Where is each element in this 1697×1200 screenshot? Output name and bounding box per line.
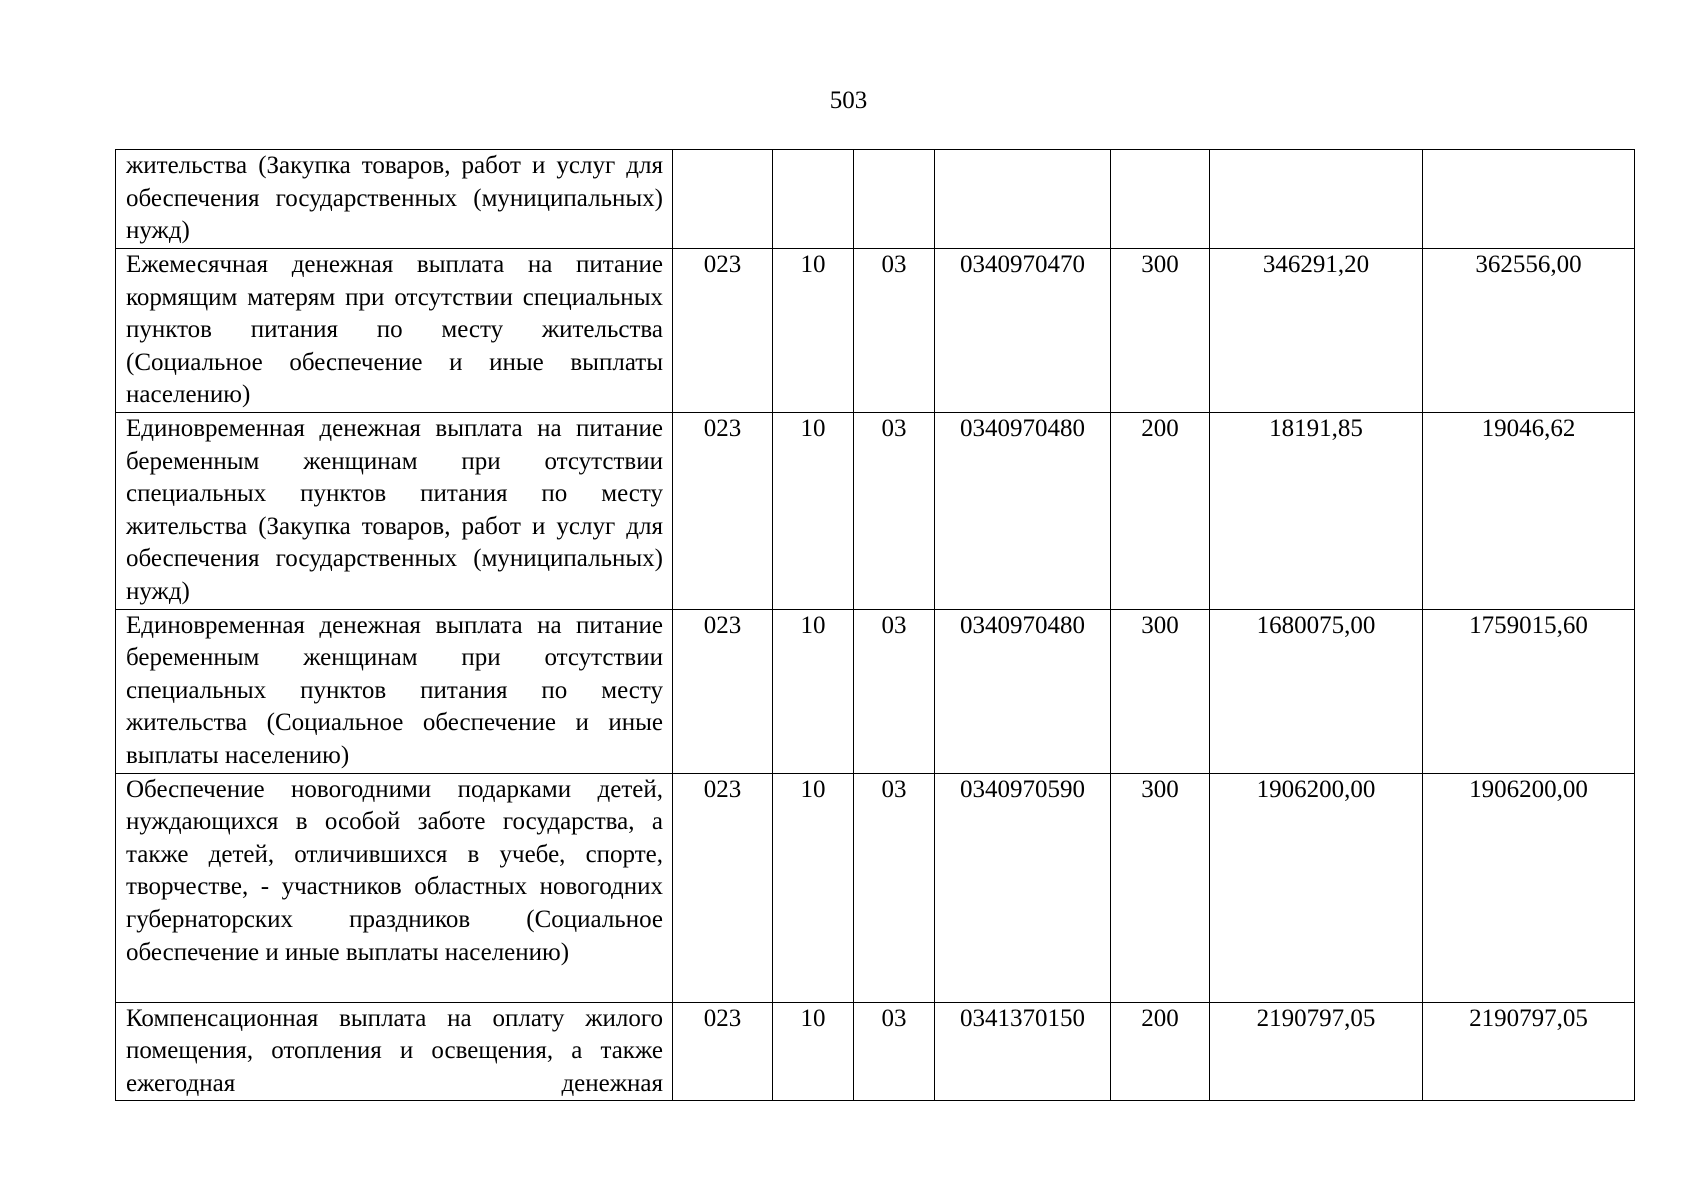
row-description: Единовременная денежная выплата на питание беременным женщинам при отсутствии специальных пунктов питания по месту жительства (Социальное обеспечение и иные выплаты населению) [116, 609, 673, 773]
subsection-code: 03 [854, 609, 935, 773]
ministry-code: 023 [673, 773, 773, 1002]
target-article-code [935, 150, 1111, 249]
sum-second-year: 1906200,00 [1423, 773, 1635, 1002]
section-code: 10 [773, 609, 854, 773]
ministry-code: 023 [673, 249, 773, 413]
subsection-code: 03 [854, 413, 935, 610]
subsection-code [854, 150, 935, 249]
ministry-code: 023 [673, 609, 773, 773]
table-row [116, 1002, 1635, 1101]
expense-type-code: 300 [1111, 249, 1210, 413]
subsection-code: 03 [854, 249, 935, 413]
sum-second-year: 362556,00 [1423, 249, 1635, 413]
row-description: Обеспечение новогодними подарками детей, нуждающихся в особой заботе государства, а также детей, отличившихся в учебе, спорте, творчестве, - участников областных новогодних губернаторских праздников (Социальное обеспечение и иные выплаты населению) [116, 773, 673, 1002]
budget-table [115, 149, 1635, 1101]
row-description: Компенсационная выплата на оплату жилого помещения, отопления и освещения, а также ежегодная денежная [116, 1002, 673, 1101]
ministry-code: 023 [673, 1002, 773, 1101]
page-number: 503 [829, 87, 868, 114]
sum-first-year: 18191,85 [1210, 413, 1423, 610]
table-row [116, 609, 1635, 773]
table-row [116, 150, 1635, 249]
sum-first-year: 1680075,00 [1210, 609, 1423, 773]
section-code: 10 [773, 249, 854, 413]
table-row [116, 773, 1635, 1002]
sum-first-year [1210, 150, 1423, 249]
sum-first-year: 1906200,00 [1210, 773, 1423, 1002]
expense-type-code: 200 [1111, 413, 1210, 610]
target-article-code: 0340970590 [935, 773, 1111, 1002]
section-code: 10 [773, 413, 854, 610]
target-article-code: 0340970470 [935, 249, 1111, 413]
sum-second-year: 2190797,05 [1423, 1002, 1635, 1101]
expense-type-code: 300 [1111, 609, 1210, 773]
sum-second-year [1423, 150, 1635, 249]
table-row [116, 249, 1635, 413]
ministry-code [673, 150, 773, 249]
sum-first-year: 346291,20 [1210, 249, 1423, 413]
subsection-code: 03 [854, 773, 935, 1002]
ministry-code: 023 [673, 413, 773, 610]
target-article-code: 0340970480 [935, 609, 1111, 773]
sum-first-year: 2190797,05 [1210, 1002, 1423, 1101]
row-description: жительства (Закупка товаров, работ и услуг для обеспечения государственных (муниципальных) нужд) [116, 150, 673, 249]
expense-type-code: 200 [1111, 1002, 1210, 1101]
row-description: Ежемесячная денежная выплата на питание кормящим матерям при отсутствии специальных пунктов питания по месту жительства (Социальное обеспечение и иные выплаты населению) [116, 249, 673, 413]
expense-type-code [1111, 150, 1210, 249]
sum-second-year: 19046,62 [1423, 413, 1635, 610]
section-code: 10 [773, 773, 854, 1002]
table-row [116, 413, 1635, 610]
section-code [773, 150, 854, 249]
sum-second-year: 1759015,60 [1423, 609, 1635, 773]
row-description: Единовременная денежная выплата на питание беременным женщинам при отсутствии специальных пунктов питания по месту жительства (Закупка товаров, работ и услуг для обеспечения государственных (муниципальных) нужд) [116, 413, 673, 610]
target-article-code: 0340970480 [935, 413, 1111, 610]
section-code: 10 [773, 1002, 854, 1101]
expense-type-code: 300 [1111, 773, 1210, 1002]
target-article-code: 0341370150 [935, 1002, 1111, 1101]
subsection-code: 03 [854, 1002, 935, 1101]
